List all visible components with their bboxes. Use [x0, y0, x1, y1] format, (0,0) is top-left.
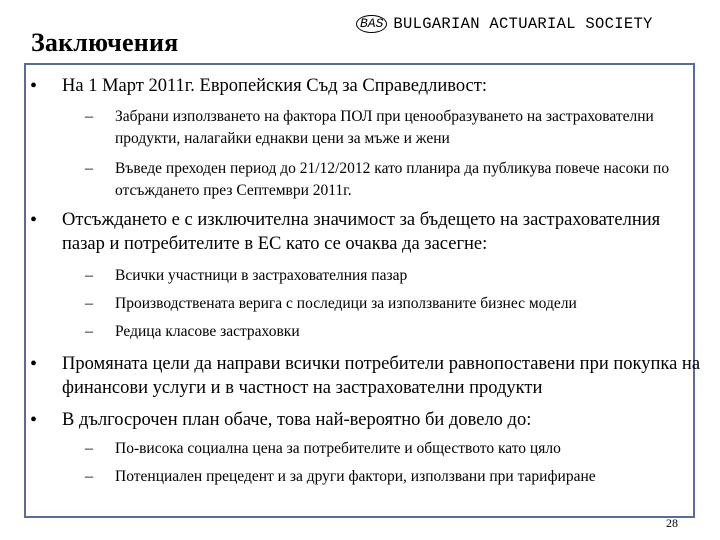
- bullet-1-text: На 1 Март 2011г. Европейския Съд за Справедливост:: [62, 76, 487, 96]
- slide-title: Заключения: [31, 28, 179, 57]
- sub-bullet-marker: –: [85, 108, 93, 125]
- bullet-marker: •: [30, 353, 38, 375]
- sub-bullet-marker: –: [85, 267, 93, 284]
- bullet-4-text: В дългосрочен план обаче, това най-вероятно би довело до:: [62, 410, 532, 430]
- sub-bullet-marker: –: [85, 295, 93, 312]
- organization-header: [356, 15, 653, 33]
- bullet-marker: •: [30, 409, 38, 431]
- bas-logo: BAS: [356, 15, 387, 33]
- bullet-2-text: Отсъждането е с изключителна значимост за бъдещето на застрахователния пазар и потребителите в ЕС като се очаква да засегне:: [62, 210, 661, 254]
- page-number: 28: [666, 516, 678, 530]
- bullet-2-sub-2-text: Производствената верига с последици за използваните бизнес модели: [115, 295, 577, 312]
- organization-name: BULGARIAN ACTUARIAL SOCIETY: [393, 15, 653, 33]
- bullet-1-sub-2-text: Въведе преходен период до 21/12/2012 като планира да публикува повече насоки по отсъждането през Септември 2011г.: [115, 160, 670, 199]
- bullet-2-sub-1-text: Всички участници в застрахователния пазар: [115, 267, 408, 284]
- bullet-marker: •: [30, 209, 38, 231]
- sub-bullet-marker: –: [85, 440, 93, 457]
- bullet-4-sub-1-text: По-висока социална цена за потребителите и обществото като цяло: [115, 440, 561, 457]
- sub-bullet-marker: –: [85, 323, 93, 340]
- bullet-1-sub-1-text: Забрани използването на фактора ПОЛ при ценообразуването на застрахователни продукти, налагайки еднакви цени за мъже и жени: [115, 108, 654, 147]
- bullet-4-sub-2-text: Потенциален прецедент и за други фактори, използвани при тарифиране: [115, 468, 596, 485]
- sub-bullet-marker: –: [85, 160, 93, 177]
- sub-bullet-marker: –: [85, 468, 93, 485]
- bullet-marker: •: [30, 75, 38, 97]
- bullet-2-sub-3-text: Редица класове застраховки: [115, 323, 300, 340]
- bullet-3-text: Промяната цели да направи всички потребители равнопоставени при покупка на финансови услуги и в частност на застрахователни продукти: [62, 354, 701, 398]
